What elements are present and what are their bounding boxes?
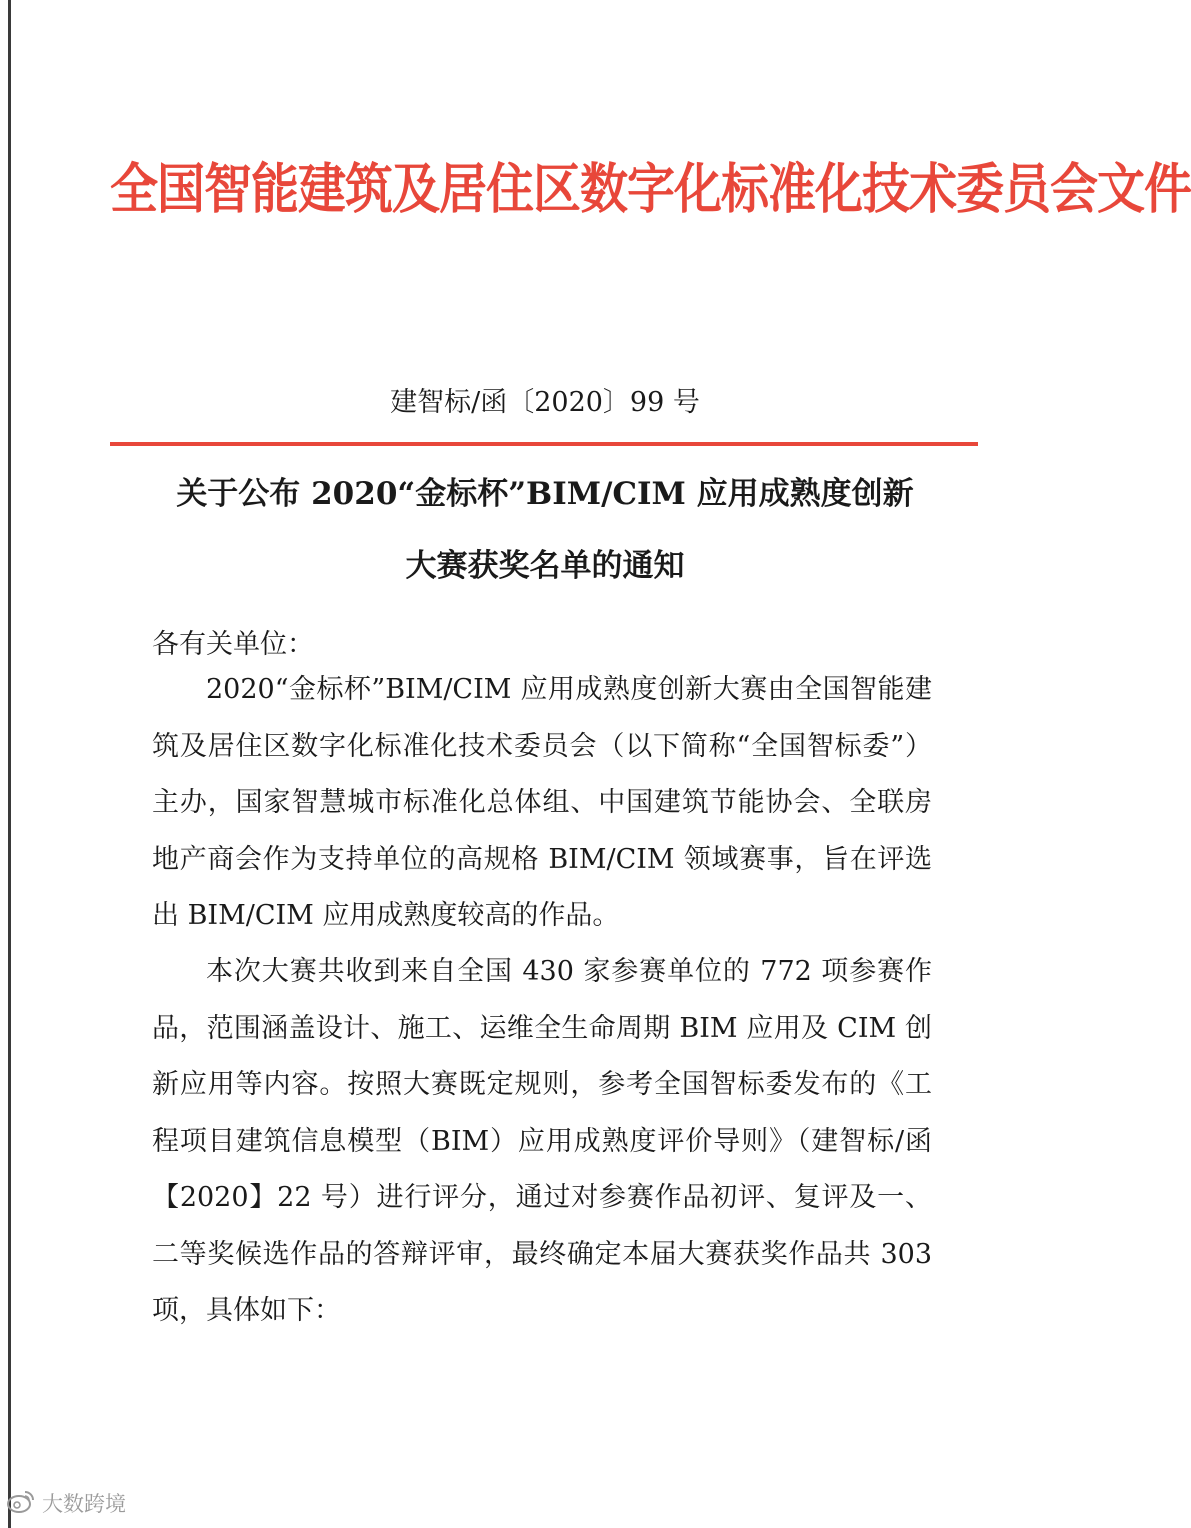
red-divider-line: [110, 442, 978, 446]
organization-header-title: 全国智能建筑及居住区数字化标准化技术委员会文件: [110, 158, 1191, 221]
document-number: 建智标/函〔2020〕99 号: [390, 387, 700, 418]
body-paragraph-2: 本次大赛共收到来自全国 430 家参赛单位的 772 项参赛作品，范围涵盖设计、施工、运维全生命周期 BIM 应用及 CIM 创新应用等内容。按照大赛既定规则，参考全国智标委发布的《工程项目建筑信息模型（BIM）应用成熟度评价导则》（建智标/函【2020】22 号）进行评分，通过对参赛作品初评、复评及一、二等奖候选作品的答辩评审，最终确定本届大赛获奖作品共 303 项，具体如下：: [152, 956, 932, 1326]
notice-title-line-2: 大赛获奖名单的通知: [405, 548, 685, 584]
weibo-logo-icon: [6, 1488, 36, 1519]
salutation: 各有关单位：: [152, 629, 314, 660]
watermark: [6, 1486, 126, 1520]
scan-edge-line: [8, 0, 11, 1528]
body-paragraph-1: 2020“金标杯”BIM/CIM 应用成熟度创新大赛由全国智能建筑及居住区数字化标准化技术委员会（以下简称“全国智标委”）主办，国家智慧城市标准化总体组、中国建筑节能协会、全联房地产商会作为支持单位的高规格 BIM/CIM 领域赛事，旨在评选出 BIM/CIM 应用成熟度较高的作品。: [152, 674, 932, 931]
notice-title-line-1: 关于公布 2020“金标杯”BIM/CIM 应用成熟度创新: [176, 476, 914, 512]
watermark-text: 大数跨境: [42, 1492, 126, 1516]
